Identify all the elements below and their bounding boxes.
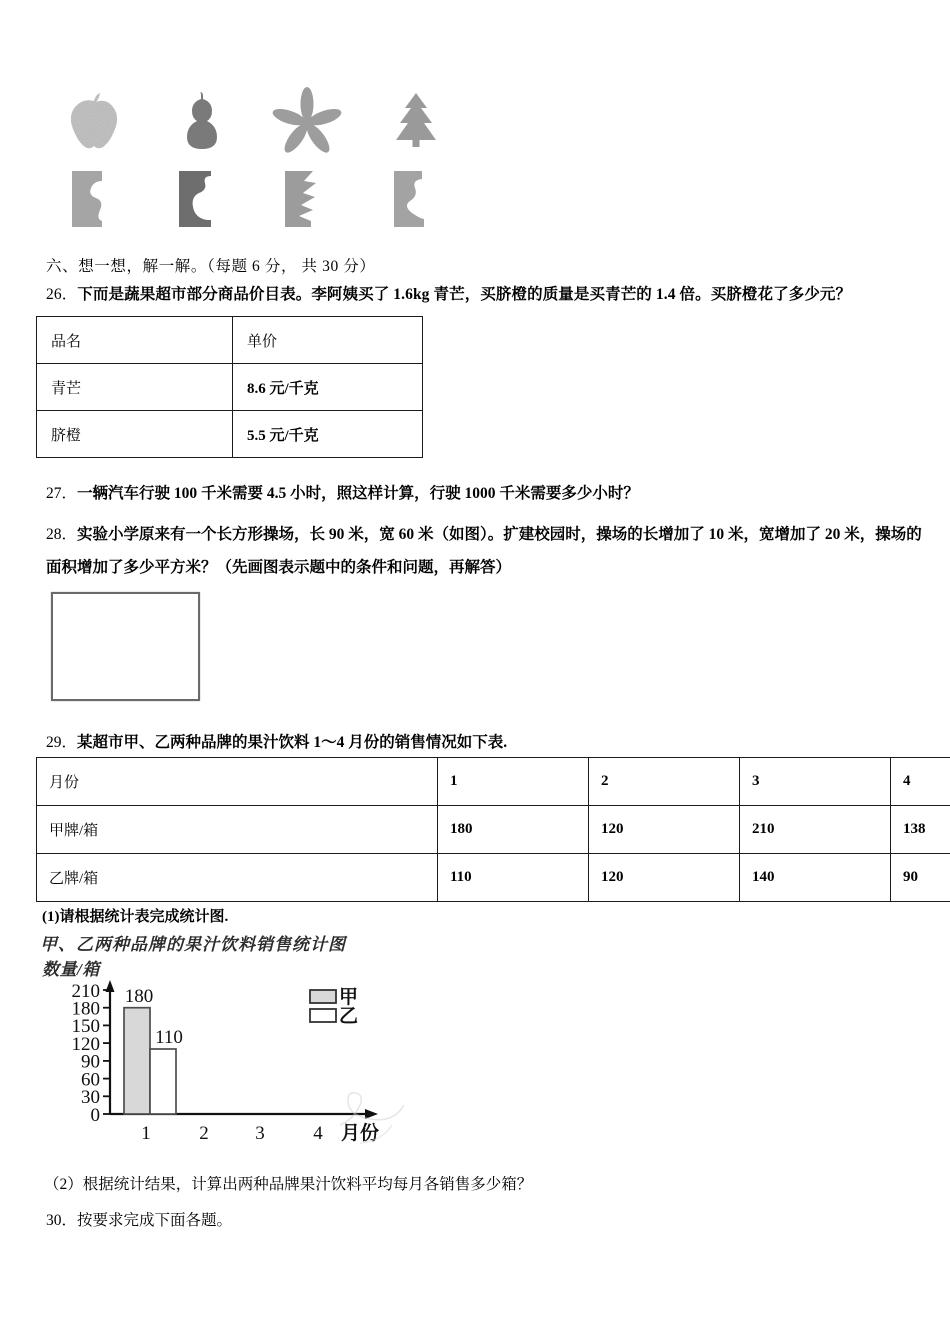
question-28: [46, 518, 922, 585]
table-row: [37, 411, 423, 458]
y-tick-90: 90: [81, 1051, 100, 1073]
bar-label-110: 110: [155, 1027, 183, 1048]
table-row-header: [37, 317, 423, 364]
price-row-0-price: 8.6 元/千克: [233, 364, 423, 411]
shape-row-full: [52, 85, 452, 157]
bar-label-180: 180: [124, 986, 154, 1007]
x-tick-4: 4: [313, 1123, 323, 1144]
bar-brand-b-month-1: [150, 1049, 176, 1114]
price-table: [36, 316, 423, 458]
question-29: [46, 730, 507, 752]
y-axis: [106, 980, 115, 1114]
folded-cut-apple-icon: [58, 163, 130, 235]
chart-y-axis-label: 数量/箱: [42, 960, 100, 979]
sales-header-month-4: 4: [891, 758, 950, 806]
x-tick-1: 1: [141, 1123, 151, 1144]
question-30-number: 30．: [46, 1212, 78, 1229]
sales-a-4: 138: [891, 806, 950, 854]
price-header-name: 品名: [37, 317, 233, 364]
question-27: [46, 481, 918, 503]
question-30: [46, 1208, 232, 1230]
question-29-sub1: (1)请根据统计表完成统计图.: [42, 909, 229, 925]
shape-row-folded: [52, 163, 452, 235]
question-26: [46, 282, 918, 304]
folded-cut-gourd-icon: [165, 163, 237, 235]
question-29-text: 某超市甲、乙两种品牌的果汁饮料 1～4 月份的销售情况如下表.: [77, 734, 508, 751]
question-27-number: 27．: [46, 485, 78, 502]
pine-tree-shape-icon: [380, 85, 452, 157]
folded-cut-tree-icon: [380, 163, 452, 235]
y-tick-210: 210: [71, 980, 100, 1002]
sales-row-label-brand-b: 乙牌/箱: [37, 854, 438, 902]
y-tick-120: 120: [71, 1033, 100, 1055]
legend-label-brand-a: 甲: [339, 987, 359, 1008]
sales-b-2: 120: [589, 854, 740, 902]
playground-rectangle-diagram: [51, 592, 200, 701]
apple-shape-icon: [58, 85, 130, 157]
question-27-text: 一辆汽车行驶 100 千米需要 4.5 小时，照这样计算，行驶 1000 千米需要多少小时？: [77, 485, 639, 502]
folded-cut-flower-icon: [271, 163, 343, 235]
question-30-text: 按要求完成下面各题。: [77, 1212, 233, 1229]
x-tick-2: 2: [199, 1123, 209, 1144]
legend-swatch-brand-a: [310, 990, 336, 1003]
question-26-text: 下而是蔬果超市部分商品价目表。李阿姨买了 1.6kg 青芒，买脐橙的质量是买青芒的 1.4 倍。买脐橙花了多少元？: [77, 286, 852, 303]
sales-row-label-brand-a: 甲牌/箱: [37, 806, 438, 854]
price-row-0-name: 青芒: [37, 364, 233, 411]
question-29-sub2: （2）根据统计结果，计算出两种品牌果汁饮料平均每月各销售多少箱？: [44, 1176, 533, 1193]
paper-cut-figure: [52, 85, 452, 235]
sales-header-month-2: 2: [589, 758, 740, 806]
price-header-price: 单价: [233, 317, 423, 364]
question-28-text: 实验小学原来有一个长方形操场，长 90 米，宽 60 米（如图）。扩建校园时，操场的长增加了 10 米，宽增加了 20 米，操场的面积增加了多少平方米？（先画图表示题中的条件和问题，再解答）: [46, 526, 922, 577]
bar-brand-a-month-1: [124, 1008, 150, 1114]
y-tick-30: 30: [81, 1087, 100, 1108]
y-tick-180: 180: [71, 998, 100, 1020]
y-tick-0: 0: [90, 1105, 100, 1126]
sales-bar-chart: [38, 930, 438, 1150]
sales-b-3: 140: [740, 854, 891, 902]
section-heading: 六、想一想，解一解。（每题 6 分， 共 30 分）: [46, 258, 376, 275]
chart-x-axis-label: 月份: [341, 1123, 380, 1144]
legend-label-brand-b: 乙: [339, 1006, 359, 1027]
sales-b-4: 90: [891, 854, 950, 902]
sales-a-2: 120: [589, 806, 740, 854]
table-row: [37, 854, 950, 902]
question-29-number: 29．: [46, 734, 78, 751]
flower-shape-icon: [271, 85, 343, 157]
chart-legend: [310, 986, 358, 1027]
y-tick-labels: [72, 981, 101, 1126]
sales-header-month-1: 1: [438, 758, 589, 806]
table-row-header: [37, 758, 950, 806]
chart-canvas: [38, 976, 438, 1146]
y-tick-150: 150: [71, 1016, 100, 1038]
y-tick-60: 60: [81, 1069, 100, 1091]
sales-b-1: 110: [438, 854, 589, 902]
gourd-shape-icon: [165, 85, 237, 157]
question-26-number: 26．: [46, 286, 78, 303]
sales-table: [36, 757, 950, 902]
x-tick-3: 3: [255, 1123, 265, 1144]
x-tick-labels: [141, 1123, 323, 1144]
sales-a-1: 180: [438, 806, 589, 854]
legend-swatch-brand-b: [310, 1009, 336, 1022]
table-row: [37, 806, 950, 854]
sales-row-label-month: 月份: [37, 758, 438, 806]
price-row-1-name: 脐橙: [37, 411, 233, 458]
sales-a-3: 210: [740, 806, 891, 854]
sales-header-month-3: 3: [740, 758, 891, 806]
chart-title: 甲、乙两种品牌的果汁饮料销售统计图: [40, 935, 346, 954]
bar-group-month-1: [124, 1008, 176, 1114]
table-row: [37, 364, 423, 411]
question-28-number: 28．: [46, 526, 78, 543]
price-row-1-price: 5.5 元/千克: [233, 411, 423, 458]
